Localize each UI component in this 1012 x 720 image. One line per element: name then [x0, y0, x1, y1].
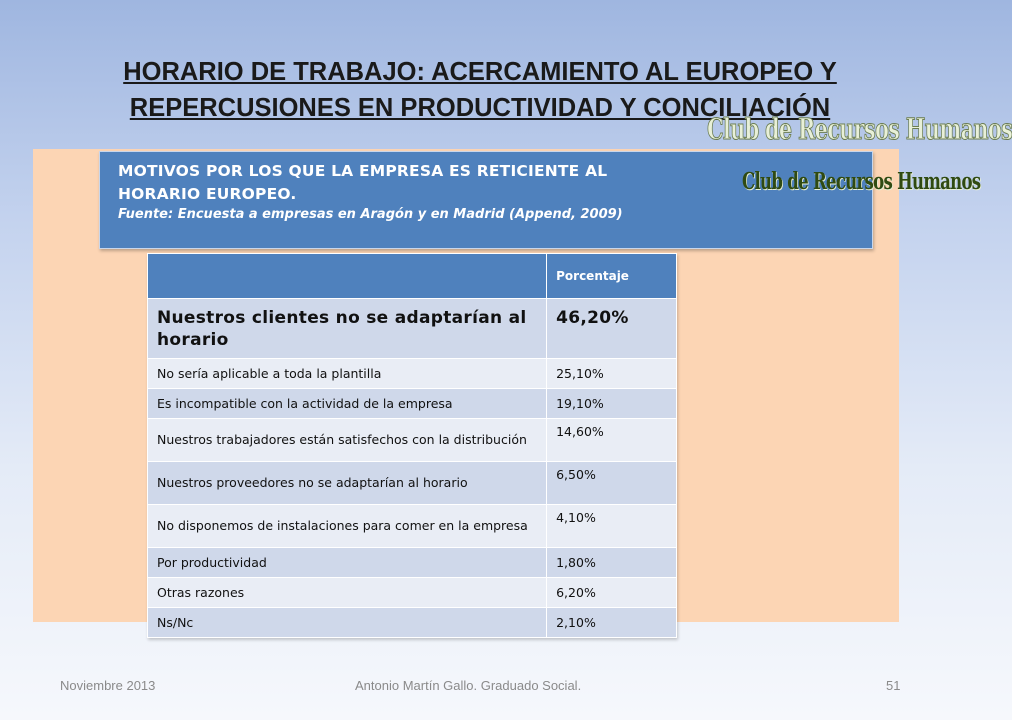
footer-author: Antonio Martín Gallo. Graduado Social.	[355, 678, 582, 693]
row-value: 2,10%	[547, 608, 677, 638]
table-row	[148, 462, 677, 505]
row-label: Otras razones	[148, 578, 547, 608]
header-value-cell: Porcentaje	[547, 254, 677, 299]
table-row	[148, 419, 677, 462]
row-label: Por productividad	[148, 548, 547, 578]
header-label-cell	[148, 254, 547, 299]
table-row	[148, 578, 677, 608]
row-value: 1,80%	[547, 548, 677, 578]
table-row	[148, 359, 677, 389]
row-value: 6,50%	[547, 462, 677, 505]
slide-title-line1: HORARIO DE TRABAJO: ACERCAMIENTO AL EUROPEO Y	[123, 58, 837, 86]
row-value: 46,20%	[547, 299, 677, 359]
caption-line1: MOTIVOS POR LOS QUE LA EMPRESA ES RETICIENTE AL	[118, 162, 608, 180]
table-row	[148, 608, 677, 638]
row-label: Nuestros trabajadores están satisfechos con la distribución	[148, 419, 547, 462]
caption-source: Fuente: Encuesta a empresas en Aragón y en Madrid (Append, 2009)	[118, 207, 623, 222]
watermark-logo-outline: Club de Recursos Humanos	[707, 112, 1012, 146]
table-caption-box	[99, 151, 873, 249]
row-value: 25,10%	[547, 359, 677, 389]
row-label: Es incompatible con la actividad de la empresa	[148, 389, 547, 419]
table-header-row	[148, 254, 677, 299]
row-value: 4,10%	[547, 505, 677, 548]
row-label: Nuestros proveedores no se adaptarían al horario	[148, 462, 547, 505]
row-label: No disponemos de instalaciones para comer en la empresa	[148, 505, 547, 548]
row-label: No sería aplicable a toda la plantilla	[148, 359, 547, 389]
table-row	[148, 548, 677, 578]
footer-page-number: 51	[886, 678, 901, 693]
row-value: 19,10%	[547, 389, 677, 419]
caption-line2: HORARIO EUROPEO.	[118, 185, 297, 203]
row-value: 6,20%	[547, 578, 677, 608]
watermark-logo: Club de Recursos Humanos	[742, 168, 981, 195]
row-label: Nuestros clientes no se adaptarían al horario	[148, 299, 547, 359]
table-row	[148, 389, 677, 419]
footer-date: Noviembre 2013	[60, 678, 156, 693]
table-row	[148, 505, 677, 548]
table-row	[148, 299, 677, 359]
slide-title-line2: REPERCUSIONES EN PRODUCTIVIDAD Y CONCILIACIÓN	[129, 94, 831, 122]
row-label: Ns/Nc	[148, 608, 547, 638]
row-value: 14,60%	[547, 419, 677, 462]
survey-table	[147, 253, 677, 638]
